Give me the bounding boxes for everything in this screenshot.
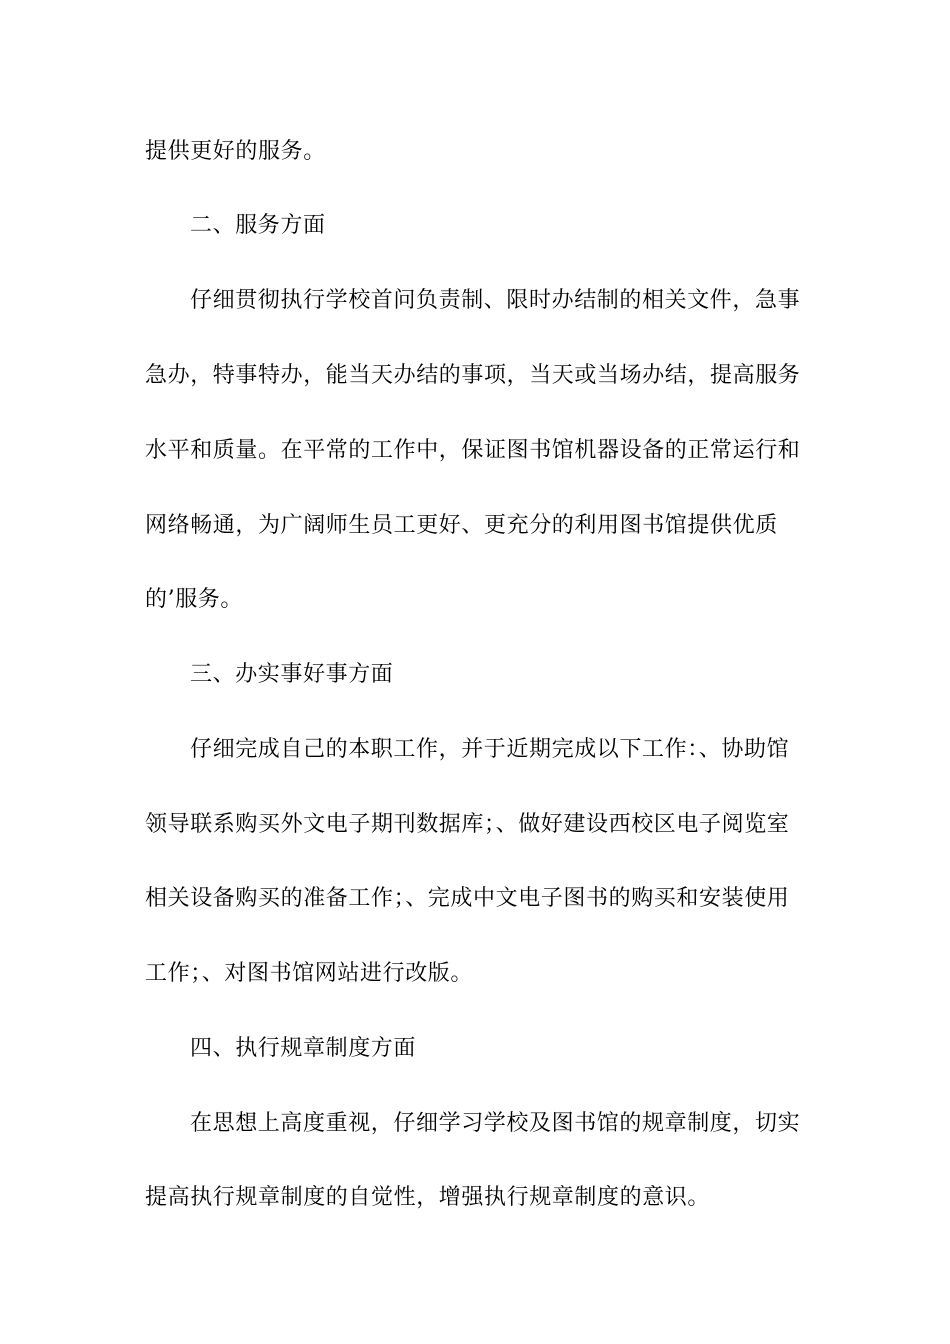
paragraph-line: 仔细完成自己的本职工作，并于近期完成以下工作：、协助馆: [190, 737, 790, 762]
section-heading-regulations: 四、执行规章制度方面: [190, 1036, 417, 1061]
paragraph-line: 的’服务。: [145, 587, 243, 612]
paragraph-line: 提高执行规章制度的自觉性，增强执行规章制度的意识。: [145, 1185, 711, 1210]
paragraph-line: 急办，特事特办，能当天办结的事项，当天或当场办结，提高服务: [145, 363, 801, 388]
section-heading-service: 二、服务方面: [190, 213, 326, 238]
paragraph-line: 水平和质量。在平常的工作中，保证图书馆机器设备的正常运行和: [145, 438, 801, 463]
paragraph-line: 网络畅通，为广阔师生员工更好、更充分的利用图书馆提供优质: [145, 513, 778, 538]
paragraph-line: 领导联系购买外文电子期刊数据库；、做好建设西校区电子阅览室: [145, 812, 790, 837]
paragraph-line: 仔细贯彻执行学校首问负责制、限时办结制的相关文件，急事: [190, 288, 801, 313]
paragraph-line: 在思想上高度重视，仔细学习学校及图书馆的规章制度，切实: [190, 1111, 801, 1136]
section-heading-practical-work: 三、办实事好事方面: [190, 662, 394, 687]
paragraph-line: 提供更好的服务。: [145, 139, 326, 164]
paragraph-line: 工作；、对图书馆网站进行改版。: [145, 961, 474, 986]
paragraph-line: 相关设备购买的准备工作；、完成中文电子图书的购买和安装使用: [145, 886, 790, 911]
